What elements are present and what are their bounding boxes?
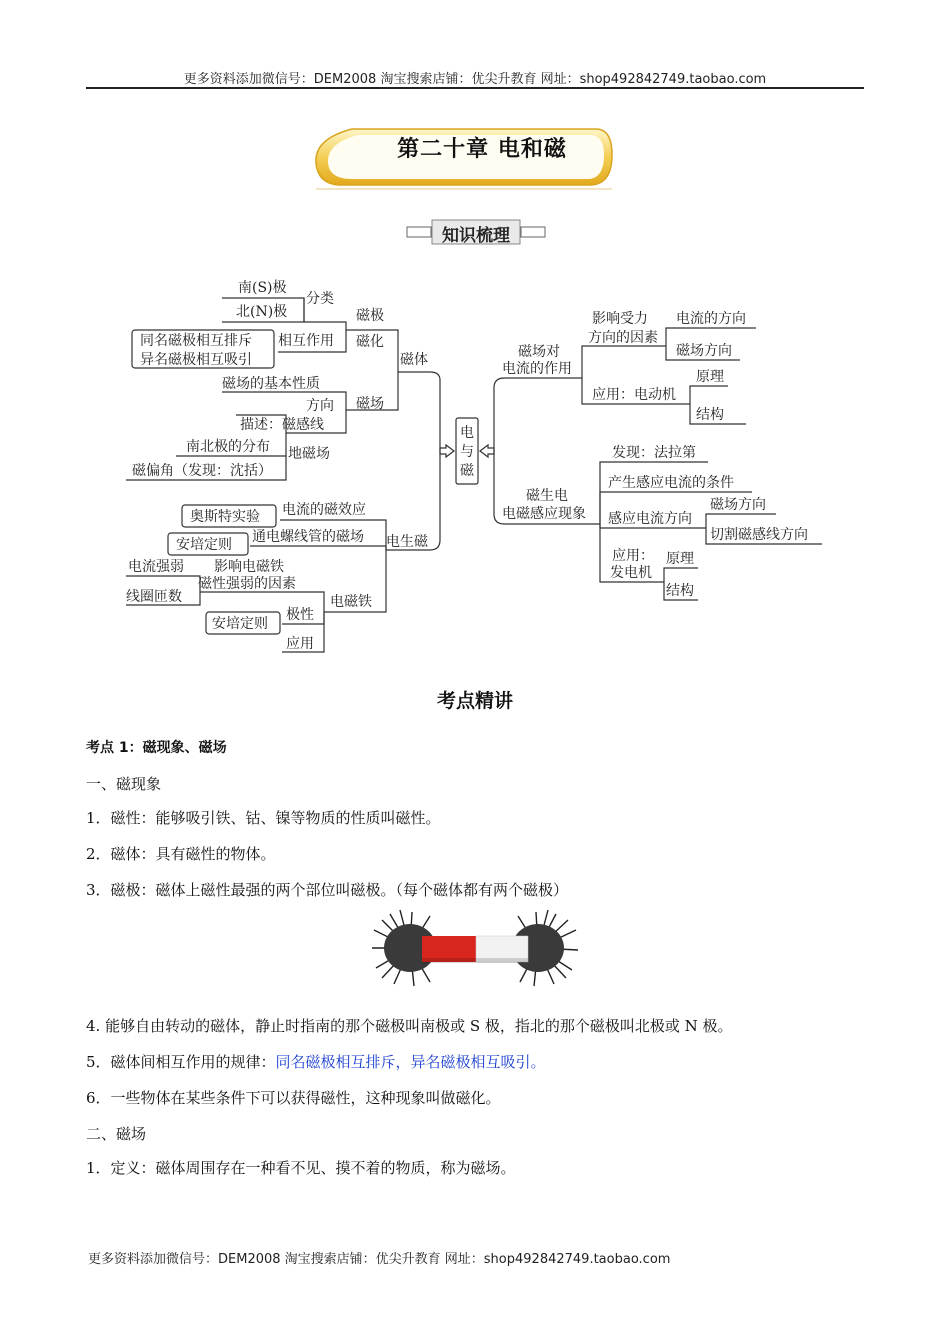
mm-north-pole: 北(N)极 [236,304,288,320]
mm-classify: 分类 [306,291,334,307]
mm-factor-2: 方向的因素 [588,330,658,346]
mm-app-motor: 应用：电动机 [592,387,676,403]
item-5 [86,1052,546,1072]
mm-cut-direction: 切割磁感线方向 [710,527,808,543]
point-heading: 考点 1：磁现象、磁场 [86,740,227,756]
mm-magnet-body: 磁体 [400,352,428,368]
mm-magnetize: 磁化 [356,334,384,350]
mm-declination: 磁偏角（发现：沈括） [132,463,272,479]
mm-influence-2: 磁性强弱的因素 [198,576,296,592]
mm-influence-1: 影响电磁铁 [214,559,284,575]
mm-ampere-rule-1: 安培定则 [176,537,232,553]
mm-earth-field: 地磁场 [288,446,330,462]
mm-south-pole: 南(S)极 [238,280,287,296]
mm-interact: 相互作用 [278,333,334,349]
section-title: 考点精讲 [436,690,513,712]
page-header: 更多资料添加微信号：DEM2008 淘宝搜索店铺：优尖升教育 网址：shop492842749.taobao.com [183,72,767,87]
item-6: 6．一些物体在某些条件下可以获得磁性，这种现象叫做磁化。 [86,1089,501,1107]
mm-same-repel: 同名磁极相互排斥 [140,333,252,349]
mm-coil-turns: 线圈匝数 [126,589,182,605]
mm-factor-1: 影响受力 [592,311,648,327]
item-7: 1．定义：磁体周围存在一种看不见、摸不着的物质，称为磁场。 [86,1159,516,1177]
mm-pole: 磁极 [356,308,384,324]
mm-principle-1: 原理 [696,369,724,385]
mm-basic-property: 磁场的基本性质 [222,376,320,392]
mm-mag-to-elec-2: 电磁感应现象 [502,506,586,522]
mm-generator: 发电机 [610,565,652,581]
mm-center-2: 与 [460,444,474,460]
mm-current-effect: 电流的磁效应 [282,502,366,518]
mm-field-lines: 描述：磁感线 [240,417,324,433]
mm-app-1: 应用： [612,548,654,564]
knowledge-title: 知识梳理 [442,226,510,246]
mm-principle-2: 原理 [666,551,694,567]
chapter-title: 第二十章 电和磁 [397,137,567,162]
page-footer: 更多资料添加微信号：DEM2008 淘宝搜索店铺：优尖升教育 网址：shop492842749.taobao.com [88,1252,671,1267]
mm-magnetic-field: 磁场 [356,396,384,412]
bar-magnet-image [370,908,580,990]
mm-ns-distribution: 南北极的分布 [186,439,270,455]
mm-diff-attract: 异名磁极相互吸引 [140,352,252,368]
sub-heading-1: 一、磁现象 [86,775,162,793]
sub-heading-2: 二、磁场 [86,1125,147,1143]
mm-effect-2: 电流的作用 [502,361,572,377]
item-3: 3．磁极：磁体上磁性最强的两个部位叫磁极。（每个磁体都有两个磁极） [86,881,569,899]
mm-direction: 方向 [306,398,334,414]
mm-elec-to-mag: 电生磁 [386,534,428,550]
mm-induction-condition: 产生感应电流的条件 [608,475,734,491]
item-2: 2．磁体：具有磁性的物体。 [86,845,276,863]
item-5-rule: 同名磁极相互排斥，异名磁极相互吸引。 [275,1053,546,1071]
mm-polarity: 极性 [286,607,314,623]
mm-electromagnet: 电磁铁 [330,594,372,610]
mm-structure-1: 结构 [696,407,724,423]
mm-current-strength: 电流强弱 [128,559,184,575]
mm-solenoid-field: 通电螺线管的磁场 [252,529,364,545]
mm-mag-to-elec-1: 磁生电 [526,488,568,504]
item-5-prefix: 5．磁体间相互作用的规律： [86,1053,276,1071]
mm-current-direction: 电流的方向 [676,311,746,327]
mm-oersted: 奥斯特实验 [190,509,260,525]
mm-effect-1: 磁场对 [518,344,560,360]
mm-center-1: 电 [460,425,474,441]
mm-field-direction: 磁场方向 [676,343,732,359]
mm-field-direction-2: 磁场方向 [710,497,766,513]
item-4: 4. 能够自由转动的磁体，静止时指南的那个磁极叫南极或 S 极，指北的那个磁极叫北极或 N 极。 [86,1017,733,1035]
mind-map [0,0,950,670]
mm-structure-2: 结构 [666,583,694,599]
item-1: 1．磁性：能够吸引铁、钴、镍等物质的性质叫磁性。 [86,809,441,827]
mm-induced-direction: 感应电流方向 [608,511,692,527]
mm-center-3: 磁 [460,463,474,479]
mm-faraday: 发现：法拉第 [612,445,696,461]
mm-ampere-rule-2: 安培定则 [212,616,268,632]
mm-application: 应用 [286,636,314,652]
